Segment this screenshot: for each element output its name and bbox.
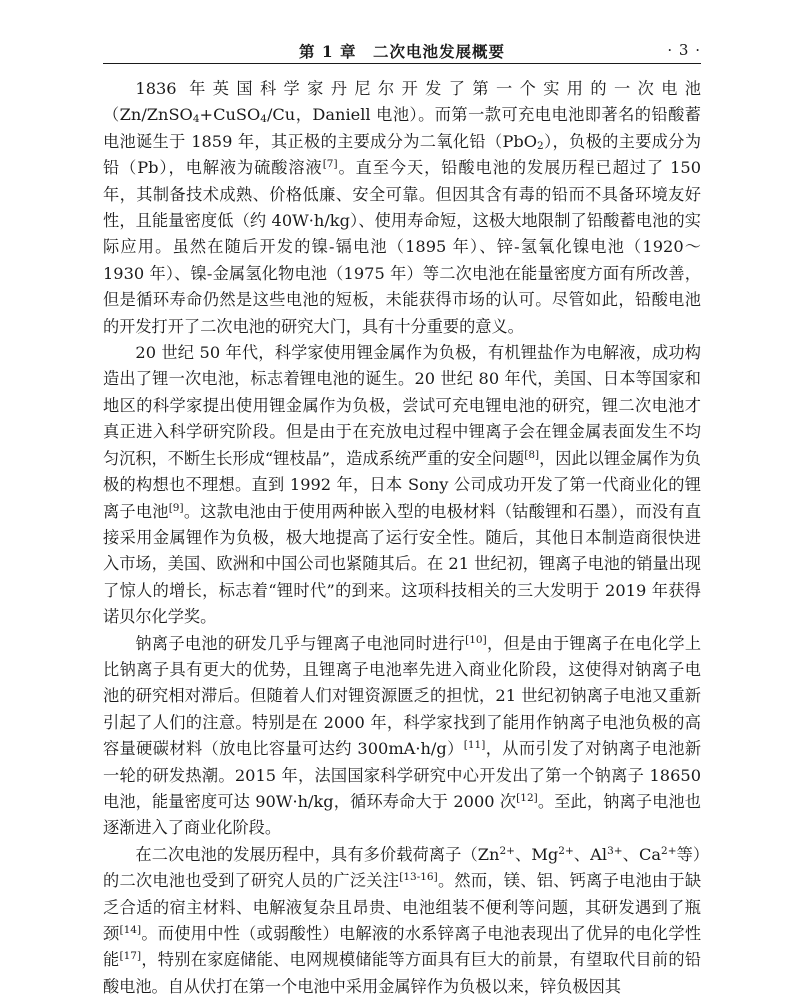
paragraph [103,842,701,1000]
superscript: [17] [119,950,142,963]
running-header [103,34,701,64]
text-run: 。这款电池由于使用两种嵌入型的电极材料（钴酸锂和石墨），而没有直接采用金属锂作为负极，极大地提高了运行安全性。随后，其他日本制造商很快进入市场，美国、欧洲和中国公司也紧随其后。在 21 世纪初，锂离子电池的销量出现了惊人的增长，标志着“锂时代”的到来。这项科技相关的三大发明于 2019 年获得诺贝尔化学奖。 [103,501,702,627]
page-number: · 3 · [667,41,701,59]
text-run: /Cu，Daniell 电池）。而第一款可充电电池即著名的铅酸蓄电池诞生于 1859 年，其正极的主要成分为二氧化铅（PbO [103,105,701,151]
subscript: 4 [260,113,267,126]
paragraph [103,76,701,340]
text-run: 等）的二次电池也受到了研究人员的广泛关注 [103,844,702,891]
superscript: [13-16] [399,871,438,884]
text-run: 钠离子电池的研发几乎与锂离子电池同时进行 [135,633,466,653]
superscript: 2+ [499,845,515,858]
superscript: [7] [322,158,338,171]
superscript: [14] [119,924,142,937]
text-run: ，特别在家庭储能、电网规模储能等方面具有巨大的前景，有望取代目前的铅酸电池。自从伏打在第一个电池中采用金属锌作为负极以来，锌负极因其 [103,950,702,996]
superscript: 2+ [558,845,574,858]
text-run: ，因此以锂金属作为负极的构想也不理想。直到 1992 年，日本 Sony 公司成功开发了第一代商业化的锂离子电池 [103,448,701,521]
superscript: 3+ [607,845,623,858]
text-run: +CuSO [199,105,261,125]
paragraph [103,340,701,630]
text-run: 、Mg [514,844,559,864]
text-run: 20 世纪 50 年代，科学家使用锂金属作为负极，有机锂盐作为电解液，成功构造出了锂一次电池，标志着锂电池的诞生。20 世纪 80 年代，美国、日本等国家和地区的科学家提出使用锂金属作为负极，尝试可充电锂电池的研究，锂二次电池才真正进入科学研究阶段。但是由于在充放电过程中锂离子会在锂金属表面发生不均匀沉积，不断生长形成“锂枝晶”，造成系统严重的安全问题 [103,343,701,468]
text-run: 、Ca [622,844,662,864]
body-text [103,76,701,1000]
text-run: 在二次电池的发展历程中，具有多价载荷离子（Zn [135,844,500,864]
text-run: 。直至今天，铅酸电池的发展历程已超过了 150 年，其制备技术成熟、价格低廉、安全可靠。但因其含有毒的铅而不具备环境友好性，且能量密度低（约 40W·h/kg）、使用寿命短，这极大地限制了铅酸蓄电池的实际应用。虽然在随后开发的镍-镉电池（1895 年）、锌-氢氧化镍电池（1920～1930 年）、镍-金属氢化物电池（1975 年）等二次电池在能量密度方面有所改善，但是循环寿命仍然是这些电池的短板，未能获得市场的认可。尽管如此，铅酸电池的开发打开了二次电池的研究大门，具有十分重要的意义。 [103,158,701,336]
paragraph [103,631,701,842]
text-run: 。而使用中性（或弱酸性）电解液的水系锌离子电池表现出了优异的电化学性能 [103,924,702,970]
subscript: 2 [537,139,544,152]
text-run: 、Al [573,844,608,864]
text-run: 1836 年英国科学家丹尼尔开发了第一个实用的一次电池（Zn/ZnSO [103,79,701,125]
text-run: 。至此，钠离子电池也逐渐进入了商业化阶段。 [103,791,701,838]
text-run: ），负极的主要成分为铅（Pb），电解液为硫酸溶液 [103,131,702,178]
superscript: [12] [516,792,538,805]
superscript: 2+ [661,845,677,858]
superscript: [11] [463,739,486,752]
superscript: [9] [168,501,184,514]
chapter-title: 第 1 章 二次电池发展概要 [298,42,506,61]
text-run: ，从而引发了对钠离子电池新一轮的研发热潮。2015 年，法国国家科学研究中心开发出了第一个钠离子 18650 电池，能量密度可达 90W·h/kg，循环寿命大于 2000 次 [103,739,702,811]
superscript: [10] [465,633,487,646]
text-run: 。然而，镁、铝、钙离子电池由于缺乏合适的宿主材料、电解液复杂且昂贵、电池组装不便利等问题，其研发遇到了瓶颈 [103,871,702,943]
superscript: [8] [524,448,540,461]
text-run: ，但是由于锂离子在电化学上比钠离子具有更大的优势，且锂离子电池率先进入商业化阶段，这使得对钠离子电池的研究相对滞后。但随着人们对锂资源匮乏的担忧，21 世纪初钠离子电池又重新引起了人们的注意。特别是在 2000 年，科学家找到了能用作钠离子电池负极的高容量硬碳材料（放电比容量可达约 300mA·h/g） [103,633,702,759]
subscript: 4 [192,113,200,126]
